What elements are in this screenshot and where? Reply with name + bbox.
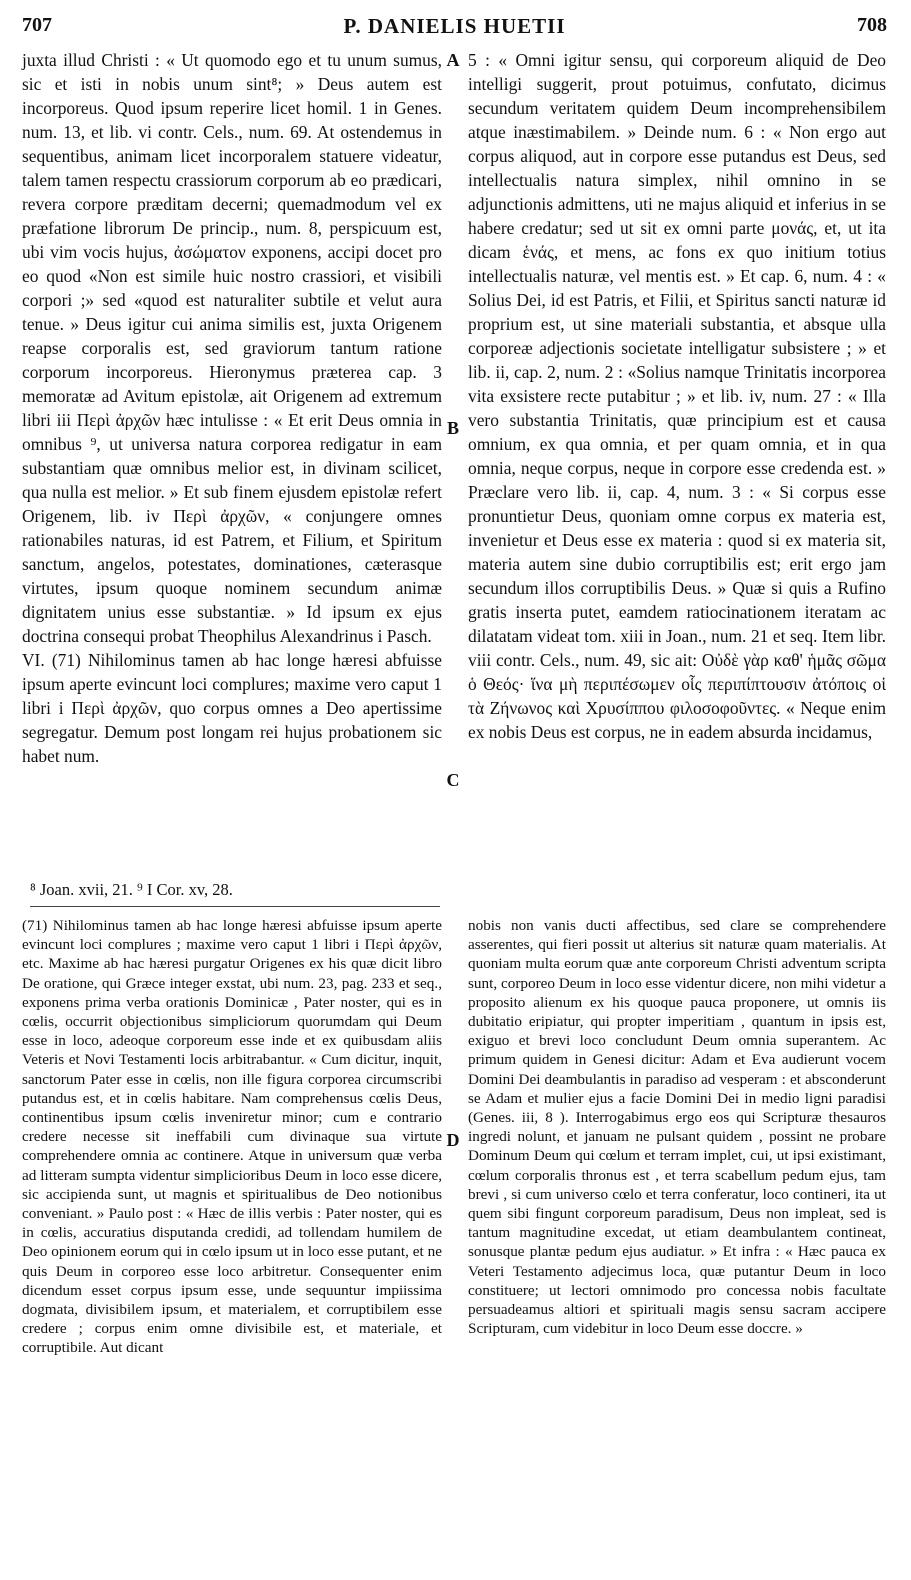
running-title: P. DANIELIS HUETII bbox=[343, 14, 566, 38]
margin-marker-b: B bbox=[446, 418, 459, 438]
footnotes: ⁸ Joan. xvii, 21. ⁹ I Cor. xv, 28. bbox=[30, 880, 233, 899]
main-left-paragraph-2: VI. (71) Nihilominus tamen ab hac longe hæresi abfuisse ipsum aperte evincunt loci complures; maxime vero caput 1 libri i Περὶ ἀρχῶν, quo corpus omnes a Deo apertissime segregatur. Demum post longam rei hujus probationem sic habet num. bbox=[22, 650, 442, 766]
margin-marker-d: D bbox=[446, 1130, 460, 1150]
commentary-right-text: nobis non vanis ducti affectibus, sed clare se comprehendere asserentes, qui fieri possit ut alterius sit naturæ quam materialis. At quoniam multa eorum quæ ante corporeum Christi adventum scripta sunt, corporeo Deum in loco esse videntur dicere, non mihi videtur a proposito alienum ex his quoque pauca proponere, ut omnis iis dubitatio eripiatur, qui propter imperitiam , quantum in ipsis est, exiguo et brevi loco concludunt Deum omnia superantem. Ac primum quidem in Genesi dicitur: Adam et Eva audierunt vocem Domini Dei deambulantis in paradiso ad vesperam : et absconderunt se Adam et mulier ejus a facie Domini Dei in medio ligni paradisi (Genes. iii, 8 ). Interrogabimus ergo eos qui Scripturæ thesauros ingredi nolunt, et januam ne pulsant quidem , possint ne probare Dominum Deum qui cœlum et terram implet, cui, ut ipsi existimant, cœlum corporalis thronus est , et terra scabellum pedum ejus, tam brevi , si cum universo cœlo et terra conferatur, loco contineri, ita ut quem sibi fingunt corporeum paradisum, Deus non impleat, sed is tantum magnitudine excedat, ut etiam deambulantem contineat, sonusque plantæ pedum ejus audiatur. » Et infra : « Hæc pauca ex Veteri Testamento adjecimus loca, quæ putantur Deum in loco constituere; ut lectori omnimodo pro concessa nobis facultate persuadeamus altiori et spirituali magis sensu sacram accipere Scripturam, cum videbitur in loco Deum esse doccre. » bbox=[468, 917, 886, 1338]
page-header bbox=[22, 14, 887, 44]
margin-marker-a: A bbox=[446, 50, 460, 70]
main-text-left-column bbox=[22, 48, 442, 878]
main-text-right-column bbox=[468, 48, 886, 878]
main-left-paragraph-1: juxta illud Christi : « Ut quomodo ego et tu unum sumus, sic et isti in nobis unum sint⁸; » Deus autem est incorporeus. Quod ipsum reperire licet homil. 1 in Genes. num. 13, et lib. vi contr. Cels., num. 69. At ostendemus in sequentibus, animam licet incorporalem statuere videatur, talem tamen respectu crassiorum corporum ab eo prædicari, revera corpore præditam decerni; quemadmodum vel ex præfatione librorum De princip., num. 8, perspicuum est, ubi vim vocis hujus, ἀσώματον exponens, accipi docet pro eo quod «Non est simile huic nostro crassiori, et visibili corpori ;» sed «quod est naturaliter subtile et velut aura tenue. » Deus igitur cui anima similis est, juxta Origenem reapse corporalis est, sed graviorum tantum ratione corporum incorporeus. Hieronymus præterea cap. 3 memoratæ ad Avitum epistolæ, ait Origenem ad extremum libri iii Περὶ ἀρχῶν hæc intulisse : « Et erit Deus omnia in omnibus ⁹, ut universa natura corporea redigatur in eam substantiam quæ omnibus melior est, in divinam scilicet, qua nulla est melior. » Et sub finem ejusdem epistolæ refert Origenem, lib. iv Περὶ ἀρχῶν, « conjungere omnes rationabiles naturas, id est Patrem, et Filium, et Spiritum sanctum, angelos, potestates, dominationes, cæterasque virtutes, ipsum quoque nominem secundum animæ dignitatem unius esse substantiæ. » Id ipsum ex ejus doctrina consequi probat Theophilus Alexandrinus i Pasch. bbox=[22, 50, 442, 646]
commentary-right-column bbox=[468, 916, 886, 1556]
main-right-paragraph-1: 5 : « Omni igitur sensu, qui corporeum aliquid de Deo intelligi suggerit, prout potuimus, confutato, dicimus secundum veritatem quidem Deum incomprehensibilem atque inæstimabilem. » Deinde num. 6 : « Non ergo aut corpus aliquod, aut in corpore esse putandus est Deus, sed intellectualis natura simplex, nihil omnino in se adjunctionis admittens, uti ne majus aliquid et inferius in se habere credatur; sed ut sit ex omni parte μονάς, et, ut ita dicam ἑνάς, et mens, ac fons ex quo initium totius intellectualis naturæ, vel mentis est. » Et cap. 6, num. 4 : « Solius Dei, id est Patris, et Filii, et Spiritus sancti naturæ id proprium est, ut sine materiali substantia, et absque ulla corporeæ adjectionis societate intelligatur subsistere ; » et lib. ii, cap. 2, num. 2 : «Solius namque Trinitatis incorporea vita exsistere recte putabitur ; » et lib. iv, num. 27 : « Illa vero substantia Trinitatis, quæ principium est et causa omnium, ex qua omnia, et per quam omnia, et in qua omnia, neque corpus, neque in corpore esse credenda est. » Præclare vero lib. ii, cap. 4, num. 3 : « Si corpus esse pronuntietur Deus, quoniam omne corpus ex materia est, invenietur et Deus esse ex materia : quod si ex materia sit, materia autem sine dubio corruptibilis est; erit ergo jam secundum illos corruptibilis Deus. » Quæ si quis a Rufino gratis inserta putet, eamdem ratiocinationem iteratam ac dilatatam videat tom. xiii in Joan., num. 21 et seq. Item libr. viii contr. Cels., num. 49, sic ait: Οὐδὲ γὰρ καθ' ἡμᾶς σῶμα ὁ Θεός· ἵνα μὴ περιπέσωμεν οἷς περιπίπτουσιν ἀτόποις οἱ τὰ Ζήνωνος καὶ Χρυσίππου φιλοσοφοῦντες. « Neque enim ex nobis Deus est corpus, ne in eadem absurda incidamus, bbox=[468, 50, 886, 742]
commentary-left-text: (71) Nihilominus tamen ab hac longe hæresi abfuisse ipsum aperte evincunt loci complures ; maxime vero caput 1 libri i Περὶ ἀρχῶν, etc. Maxime ab hac hæresi purgatur Origenes ex his quæ dicit libro De oratione, qui Græce integer exstat, ubi num. 23, pag. 233 et seq., exponens prima verba orationis Dominicæ , Pater noster, qui es in cœlis, occurrit objectionibus simpliciorum quorumdam qui Deum esse in loco, adeoque corporeum esse inde et ex quibusdam aliis Veteris et Novi Testamenti locis arbitrabantur. « Cum dicitur, inquit, sanctorum Pater esse in cœlis, non ille figura corporea circumscribi putandus est, et in cœlis habitare. Nam comprehensus cœlis Deus, continentibus ipsum cœlis inveniretur minor; cum e contrario credere necesse sit ineffabili cum divinaque sua virtute comprehendere omnia ac continere. Atque in universum quæ verba ad litteram sumpta videntur simplicioribus Deum in loco esse dicere, sic accipienda sunt, ut magnis et spiritualibus de Deo notionibus conveniant. » Paulo post : « Hæc de illis verbis : Pater noster, qui es in cœlis, accuratius disputanda credidi, ad tollendam humilem de Deo opinionem eorum qui in cœlo ipsum ut in loco esse putant, et ne quis Deum in corporeo esse loco arbitretur. Consequenter enim dicendum esset corpus ipsum esse, unde sequuntur impiissima dogmata, divisibilem ipsum, et materialem, et corruptibilem esse credere ; corpus enim omne divisibile est, et materiale, et corruptibile. Aut dicant bbox=[22, 917, 442, 1357]
footnote-divider bbox=[30, 906, 440, 907]
page-number-left: 707 bbox=[22, 14, 52, 36]
page-number-right: 708 bbox=[857, 14, 887, 36]
commentary-left-column bbox=[22, 916, 442, 1556]
margin-marker-c: C bbox=[446, 770, 460, 790]
